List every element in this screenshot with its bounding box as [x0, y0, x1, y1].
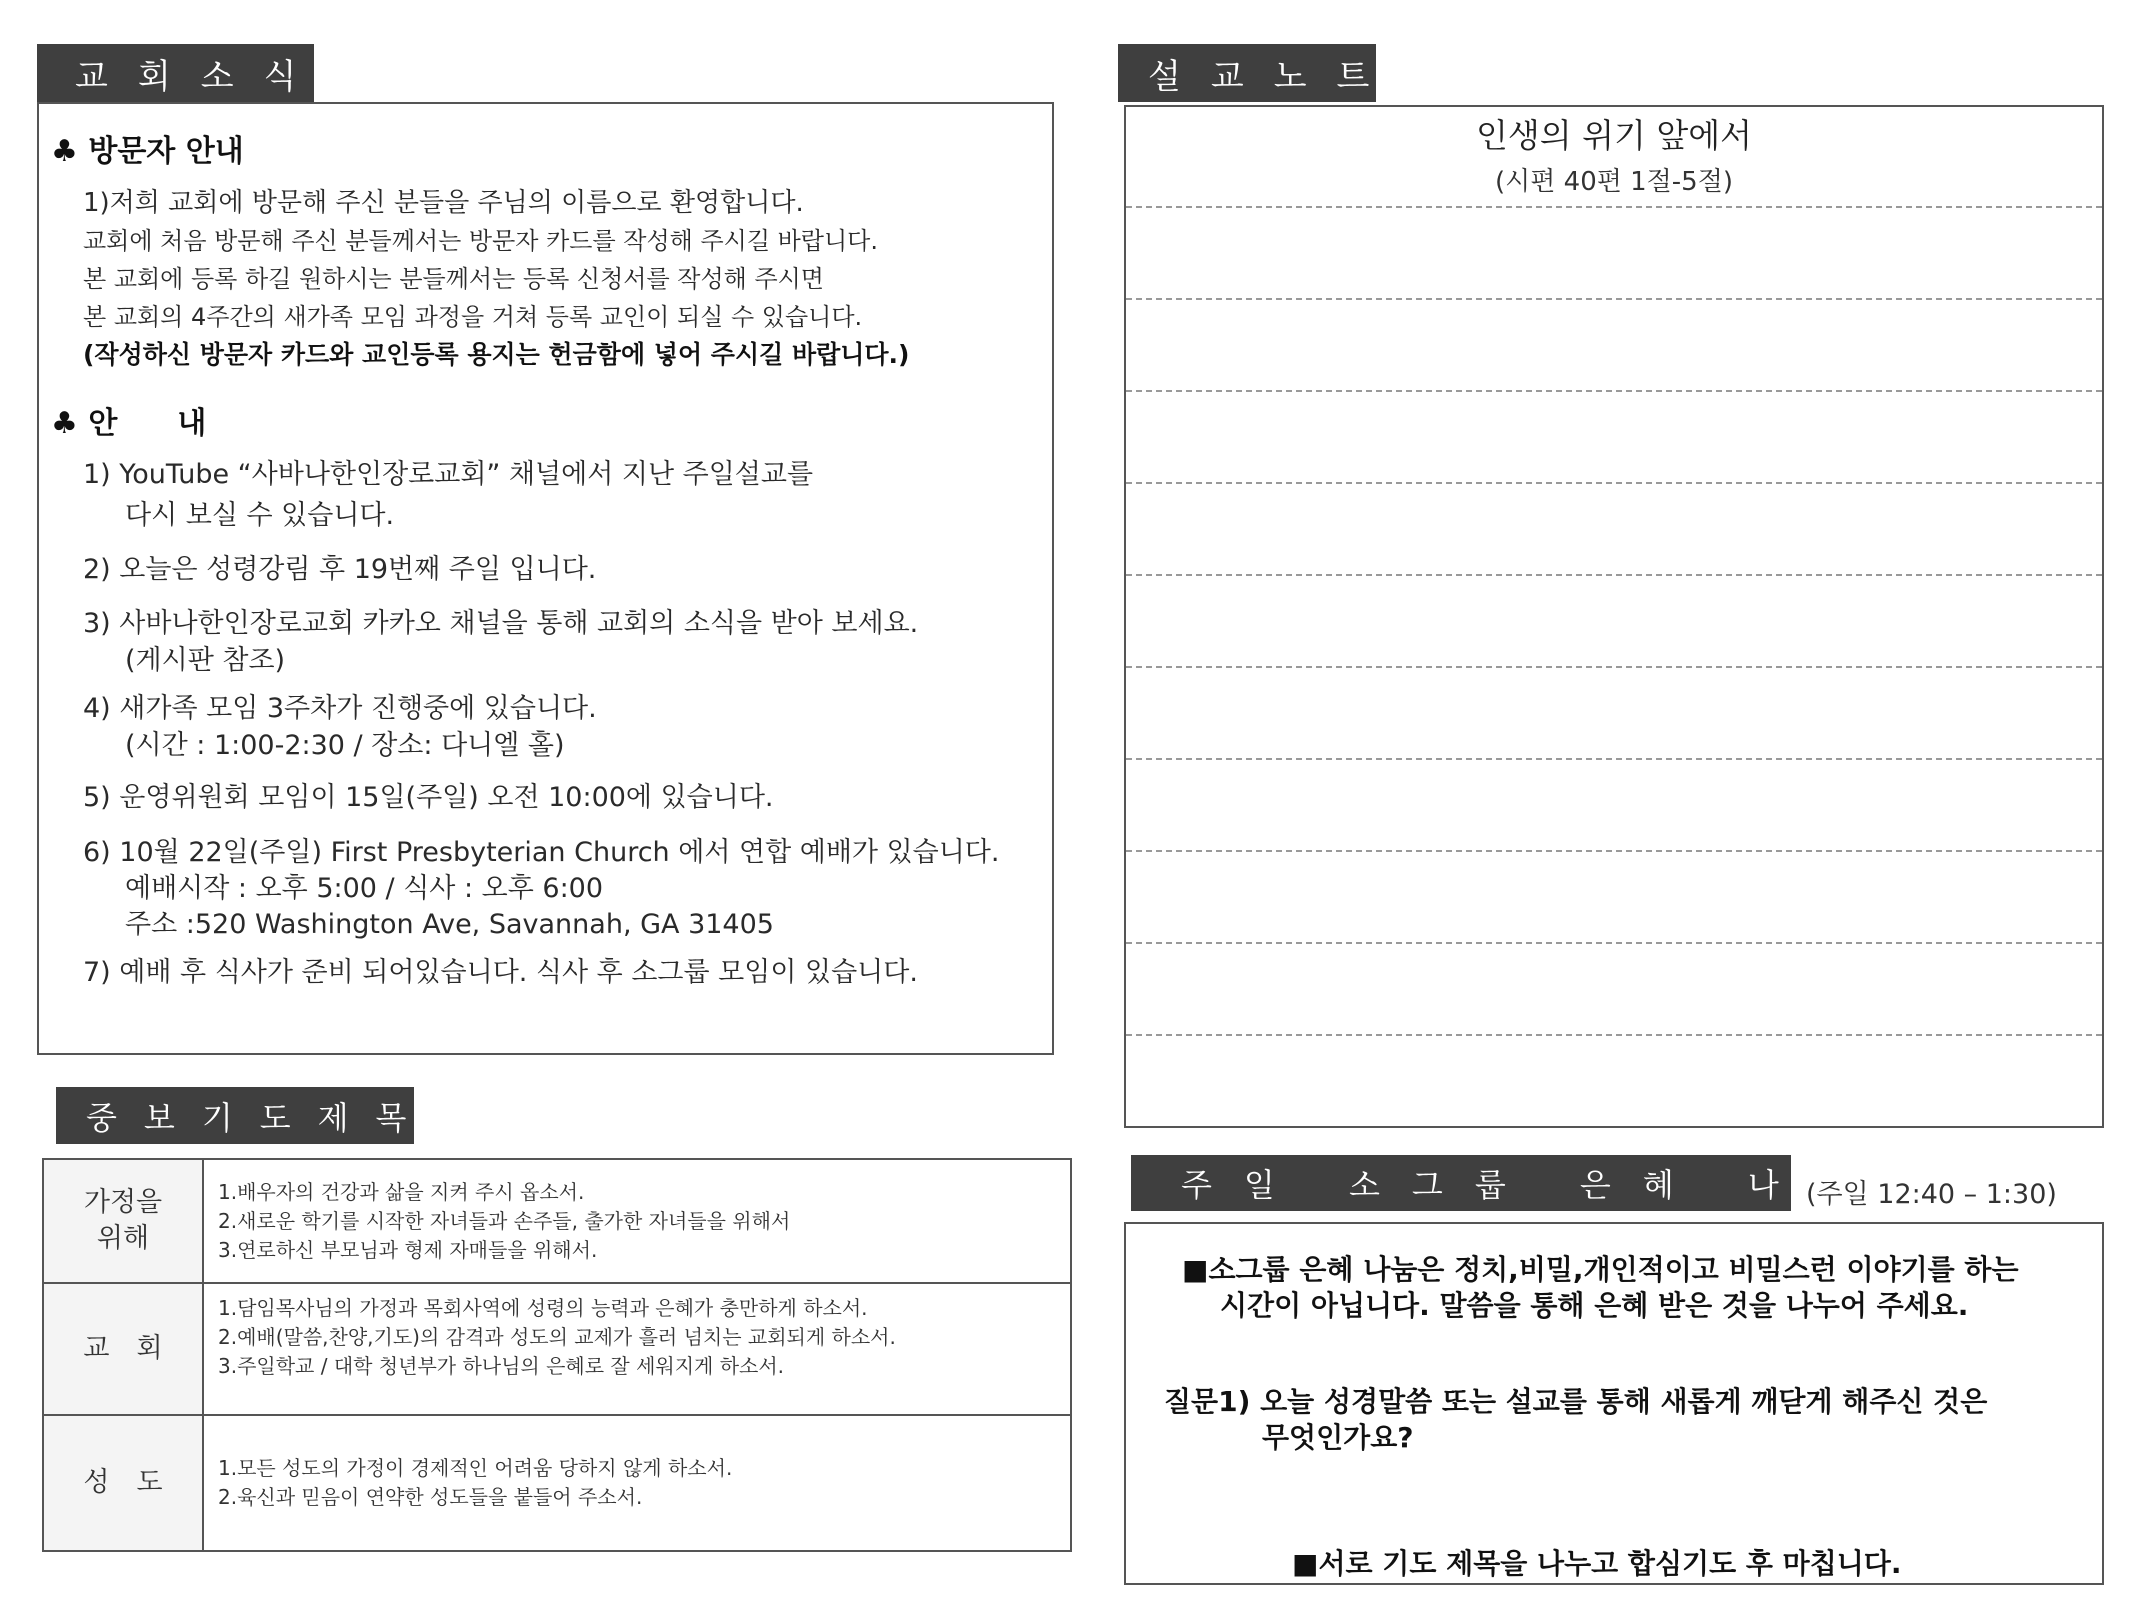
sermon-notes-box — [1124, 105, 2104, 1128]
visitor-line: 1)저희 교회에 방문해 주신 분들을 주님의 이름으로 환영합니다. — [83, 188, 804, 218]
visitor-line: 본 교회에 등록 하길 원하시는 분들께서는 등록 신청서를 작성해 주시면 — [83, 265, 824, 293]
visitor-line: 본 교회의 4주간의 새가족 모임 과정을 거쳐 등록 교인이 되실 수 있습니다. — [83, 303, 863, 331]
notice-line: 4) 새가족 모임 3주차가 진행중에 있습니다. — [83, 693, 597, 724]
prayer-row-members — [43, 1415, 1071, 1551]
note-line — [1126, 666, 2102, 668]
sermon-scripture-reference: (시편 40편 1절-5절) — [1495, 167, 1733, 197]
note-line — [1126, 390, 2102, 392]
small-group-rule: 시간이 아닙니다. 말씀을 통해 은혜 받은 것을 나누어 주세요. — [1220, 1289, 1969, 1322]
note-line — [1126, 850, 2102, 852]
notice-line: (시간 : 1:00-2:30 / 장소: 다니엘 홀) — [125, 730, 565, 761]
prayer-category: 교 회 — [43, 1283, 203, 1415]
notice-line: (게시판 참조) — [125, 645, 286, 676]
note-line — [1126, 206, 2102, 208]
note-line — [1126, 574, 2102, 576]
small-group-tab: 주일 소그룹 은혜 나눔 — [1131, 1155, 1791, 1211]
notice-line: 6) 10월 22일(주일) First Presbyterian Church 에서 연합 예배가 있습니다. — [83, 837, 1000, 868]
prayer-items: 1.담임목사님의 가정과 목회사역에 성령의 능력과 은혜가 충만하게 하소서. 2.예배(말씀,찬양,기도)의 감격과 성도의 교제가 흘러 넘치는 교회되게 하소서. 3.주일학교 / 대학 청년부가 하나님의 은혜로 잘 세워지게 하소서. — [203, 1283, 1071, 1415]
small-group-time: (주일 12:40 – 1:30) — [1806, 1179, 2057, 1210]
notice-line: 예배시작 : 오후 5:00 / 식사 : 오후 6:00 — [125, 873, 604, 904]
prayer-category: 성 도 — [43, 1415, 203, 1551]
church-news-tab: 교회소식 — [37, 44, 314, 102]
note-line — [1126, 1034, 2102, 1036]
prayer-row-family — [43, 1159, 1071, 1283]
note-line — [1126, 942, 2102, 944]
prayer-items: 1.배우자의 건강과 삶을 지켜 주시 옵소서. 2.새로운 학기를 시작한 자녀들과 손주들, 출가한 자녀들을 위해서 3.연로하신 부모님과 형제 자매들을 위해서. — [203, 1159, 1071, 1283]
small-group-rule: ■소그룹 은혜 나눔은 정치,비밀,개인적이고 비밀스런 이야기를 하는 — [1182, 1253, 2019, 1286]
small-group-question: 무엇인가요? — [1262, 1421, 1414, 1454]
note-line — [1126, 298, 2102, 300]
sermon-title: 인생의 위기 앞에서 — [1475, 116, 1752, 155]
small-group-box — [1124, 1222, 2104, 1585]
note-line — [1126, 758, 2102, 760]
small-group-question: 질문1) 오늘 성경말씀 또는 설교를 통해 새롭게 깨닫게 해주신 것은 — [1164, 1385, 1988, 1418]
sermon-notes-tab: 설교노트 — [1118, 44, 1376, 102]
visitor-note: (작성하신 방문자 카드와 교인등록 용지는 헌금함에 넣어 주시길 바랍니다.) — [83, 340, 910, 369]
notice-line: 1) YouTube “사바나한인장로교회” 채널에서 지난 주일설교를 — [83, 459, 814, 490]
notice-line: 다시 보실 수 있습니다. — [125, 500, 395, 531]
prayer-requests-tab: 중보기도제목 — [56, 1087, 414, 1144]
prayer-table — [42, 1158, 1072, 1552]
notice-line: 2) 오늘은 성령강림 후 19번째 주일 입니다. — [83, 554, 597, 585]
note-line — [1126, 482, 2102, 484]
visitor-heading: ♣ 방문자 안내 — [51, 134, 244, 169]
prayer-row-church — [43, 1283, 1071, 1415]
notice-heading: ♣ 안 내 — [51, 406, 207, 441]
notice-line: 주소 :520 Washington Ave, Savannah, GA 31405 — [125, 909, 774, 940]
notice-line: 3) 사바나한인장로교회 카카오 채널을 통해 교회의 소식을 받아 보세요. — [83, 608, 919, 639]
church-news-box — [37, 102, 1054, 1055]
prayer-items: 1.모든 성도의 가정이 경제적인 어려움 당하지 않게 하소서. 2.육신과 믿음이 연약한 성도들을 붙들어 주소서. — [203, 1415, 1071, 1551]
visitor-line: 교회에 처음 방문해 주신 분들께서는 방문자 카드를 작성해 주시길 바랍니다. — [83, 227, 878, 255]
prayer-category: 가정을 위해 — [43, 1159, 203, 1283]
notice-line: 5) 운영위원회 모임이 15일(주일) 오전 10:00에 있습니다. — [83, 782, 774, 813]
small-group-closing: ■서로 기도 제목을 나누고 합심기도 후 마칩니다. — [1292, 1547, 1902, 1580]
notice-line: 7) 예배 후 식사가 준비 되어있습니다. 식사 후 소그룹 모임이 있습니다. — [83, 957, 918, 988]
